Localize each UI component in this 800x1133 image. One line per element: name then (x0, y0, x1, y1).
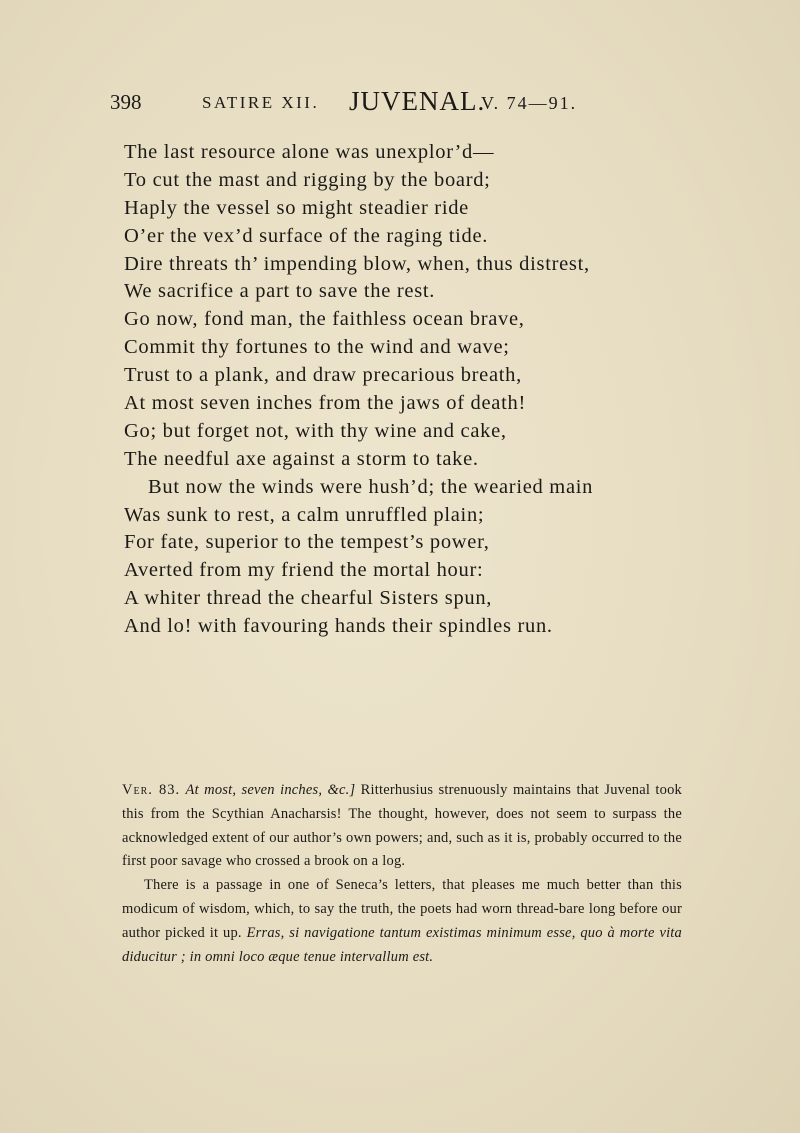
satire-label: SATIRE XII. (202, 93, 320, 112)
poem-line: But now the winds were hush’d; the wearied main (148, 475, 594, 498)
poem-stanza (124, 139, 724, 641)
poem-line: Dire threats th’ impending blow, when, thus distrest, (124, 252, 590, 275)
note-verse-label: Ver. 83. (122, 782, 181, 798)
verse-range: V. 74—91. (481, 93, 578, 113)
poem-line: Averted from my friend the mortal hour: (124, 559, 484, 582)
poem-line: Trust to a plank, and draw precarious breath, (124, 364, 522, 387)
poem-line: For fate, superior to the tempest’s power, (124, 531, 490, 554)
note-paragraph (122, 874, 682, 969)
poem-line: At most seven inches from the jaws of death! (124, 392, 526, 415)
poem-line: Go now, fond man, the faithless ocean brave, (124, 308, 525, 331)
author-title: JUVENAL. (349, 86, 486, 116)
poem-line: Was sunk to rest, a calm unruffled plain; (124, 503, 485, 526)
note-text: There is a passage in one of Seneca’s letters, that pleases me much better than this modicum of wisdom, which, to say the truth, the poets had worn thread-bare long before our author picked it up. (122, 877, 682, 941)
running-header (110, 86, 710, 118)
poem-line: A whiter thread the chearful Sisters spun, (124, 587, 493, 610)
poem-line: We sacrifice a part to save the rest. (124, 280, 436, 303)
poem-line: The needful axe against a storm to take. (124, 447, 479, 470)
poem-line: Haply the vessel so might steadier ride (124, 196, 469, 219)
note-citation: At most, seven inches, &c.] (185, 782, 356, 798)
footnotes (122, 779, 682, 969)
latin-quotation: Erras, si navigatione tantum existimas minimum esse, quo à morte vita diducitur ; in omni loco æque tenue intervallum est. (122, 924, 682, 965)
page-number: 398 (110, 90, 142, 114)
poem-line: Commit thy fortunes to the wind and wave; (124, 336, 510, 359)
poem-line: O’er the vex’d surface of the raging tide. (124, 224, 489, 247)
note-text: Ritterhusius strenuously maintains that Juvenal took this from the Scythian Anacharsis! The thought, however, does not seem to surpass the acknowledged extent of our author’s own powers; and, such as it is, probably occurred to the first poor savage who crossed a brook on a log. (122, 782, 683, 870)
poem-line: And lo! with favouring hands their spindles run. (124, 615, 553, 638)
poem-line: Go; but forget not, with thy wine and cake, (124, 419, 507, 442)
poem-line: To cut the mast and rigging by the board; (124, 168, 491, 191)
poem-line: The last resource alone was unexplor’d— (124, 141, 495, 163)
note-paragraph (122, 779, 682, 874)
